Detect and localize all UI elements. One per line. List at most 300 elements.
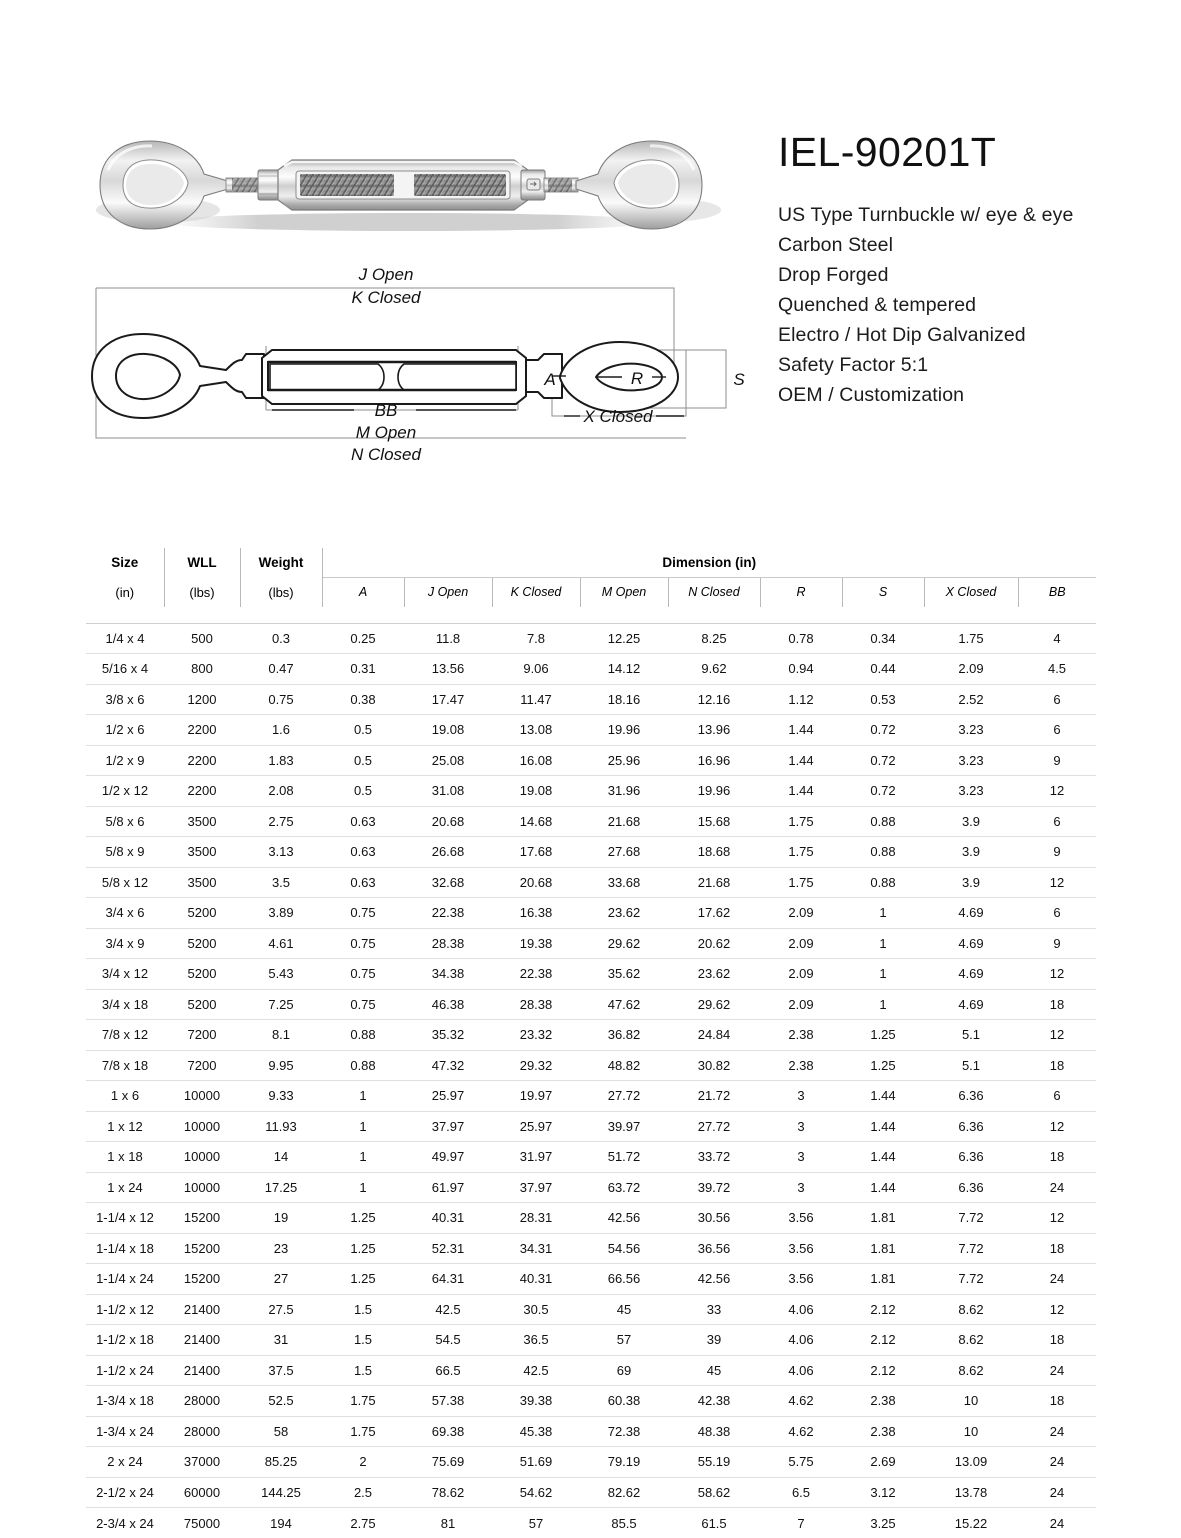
table-cell: 8.25 <box>668 623 760 654</box>
table-cell: 0.75 <box>322 989 404 1020</box>
table-cell: 17.47 <box>404 684 492 715</box>
table-cell: 0.25 <box>322 623 404 654</box>
table-cell: 60000 <box>164 1477 240 1508</box>
table-cell: 1 <box>842 989 924 1020</box>
table-cell: 12 <box>1018 959 1096 990</box>
table-cell: 39.72 <box>668 1172 760 1203</box>
column-header-x-closed: X Closed <box>924 577 1018 607</box>
table-cell: 66.5 <box>404 1355 492 1386</box>
table-cell: 42.38 <box>668 1386 760 1417</box>
table-cell: 58.62 <box>668 1477 760 1508</box>
table-cell: 1 x 6 <box>86 1081 164 1112</box>
label-r: R <box>631 369 643 388</box>
table-cell: 1.81 <box>842 1264 924 1295</box>
table-cell: 0.88 <box>322 1020 404 1051</box>
table-cell: 23.32 <box>492 1020 580 1051</box>
table-cell: 0.5 <box>322 776 404 807</box>
table-cell: 45 <box>580 1294 668 1325</box>
table-cell: 19 <box>240 1203 322 1234</box>
column-header-m-open: M Open <box>580 577 668 607</box>
table-cell: 2200 <box>164 776 240 807</box>
page-title: IEL-90201T <box>778 131 1170 174</box>
table-cell: 6 <box>1018 684 1096 715</box>
table-cell: 6 <box>1018 898 1096 929</box>
table-cell: 3/4 x 18 <box>86 989 164 1020</box>
table-cell: 33 <box>668 1294 760 1325</box>
table-cell: 3.9 <box>924 867 1018 898</box>
table-cell: 11.47 <box>492 684 580 715</box>
table-cell: 25.96 <box>580 745 668 776</box>
table-cell: 1-1/2 x 18 <box>86 1325 164 1356</box>
table-row <box>86 1233 1096 1264</box>
table-row <box>86 1203 1096 1234</box>
table-cell: 1.25 <box>322 1203 404 1234</box>
table-cell: 0.63 <box>322 806 404 837</box>
table-cell: 7 <box>760 1508 842 1538</box>
table-cell: 18 <box>1018 989 1096 1020</box>
table-cell: 9 <box>1018 837 1096 868</box>
table-cell: 12 <box>1018 1111 1096 1142</box>
table-cell: 0.75 <box>322 959 404 990</box>
table-cell: 500 <box>164 623 240 654</box>
dimension-table-container <box>86 548 1096 1538</box>
table-cell: 63.72 <box>580 1172 668 1203</box>
table-cell: 8.62 <box>924 1355 1018 1386</box>
table-cell: 66.56 <box>580 1264 668 1295</box>
table-cell: 4.06 <box>760 1325 842 1356</box>
table-cell: 26.68 <box>404 837 492 868</box>
table-cell: 69 <box>580 1355 668 1386</box>
table-cell: 12 <box>1018 1020 1096 1051</box>
table-cell: 0.44 <box>842 654 924 685</box>
table-cell: 16.08 <box>492 745 580 776</box>
table-cell: 12 <box>1018 1203 1096 1234</box>
table-cell: 18 <box>1018 1142 1096 1173</box>
table-cell: 24 <box>1018 1477 1096 1508</box>
table-row <box>86 1111 1096 1142</box>
label-j-open: J Open <box>358 265 414 284</box>
table-cell: 27 <box>240 1264 322 1295</box>
table-cell: 9 <box>1018 745 1096 776</box>
table-cell: 1-3/4 x 24 <box>86 1416 164 1447</box>
table-cell: 25.97 <box>492 1111 580 1142</box>
table-cell: 3.9 <box>924 806 1018 837</box>
table-cell: 2.09 <box>760 928 842 959</box>
table-cell: 0.5 <box>322 745 404 776</box>
table-cell: 2.12 <box>842 1325 924 1356</box>
table-row <box>86 928 1096 959</box>
table-row <box>86 1264 1096 1295</box>
table-cell: 15200 <box>164 1264 240 1295</box>
table-cell: 13.56 <box>404 654 492 685</box>
table-row <box>86 623 1096 654</box>
table-cell: 8.62 <box>924 1325 1018 1356</box>
table-cell: 1.25 <box>842 1020 924 1051</box>
table-cell: 1 <box>842 928 924 959</box>
table-cell: 3.56 <box>760 1264 842 1295</box>
table-cell: 19.08 <box>404 715 492 746</box>
table-row <box>86 806 1096 837</box>
table-cell: 1 <box>322 1142 404 1173</box>
table-cell: 1.44 <box>760 745 842 776</box>
table-cell: 37000 <box>164 1447 240 1478</box>
table-cell: 47.32 <box>404 1050 492 1081</box>
table-cell: 5.1 <box>924 1020 1018 1051</box>
table-cell: 3 <box>760 1172 842 1203</box>
table-cell: 1.44 <box>842 1111 924 1142</box>
dimension-table-body <box>86 623 1096 1538</box>
table-cell: 2.12 <box>842 1355 924 1386</box>
label-k-closed: K Closed <box>352 288 422 307</box>
table-cell: 1.12 <box>760 684 842 715</box>
table-cell: 20.62 <box>668 928 760 959</box>
table-cell: 1.44 <box>760 776 842 807</box>
table-cell: 2200 <box>164 745 240 776</box>
table-cell: 3.9 <box>924 837 1018 868</box>
table-cell: 1 x 12 <box>86 1111 164 1142</box>
table-cell: 1.75 <box>760 837 842 868</box>
table-cell: 1.44 <box>842 1172 924 1203</box>
table-cell: 11.8 <box>404 623 492 654</box>
table-cell: 31.97 <box>492 1142 580 1173</box>
table-cell: 4.62 <box>760 1416 842 1447</box>
table-cell: 34.38 <box>404 959 492 990</box>
table-cell: 37.97 <box>404 1111 492 1142</box>
table-cell: 1.75 <box>924 623 1018 654</box>
table-cell: 19.38 <box>492 928 580 959</box>
table-cell: 0.47 <box>240 654 322 685</box>
table-cell: 9.33 <box>240 1081 322 1112</box>
table-cell: 54.62 <box>492 1477 580 1508</box>
table-cell: 1.75 <box>760 867 842 898</box>
table-cell: 194 <box>240 1508 322 1538</box>
table-cell: 2.75 <box>322 1508 404 1538</box>
table-cell: 18 <box>1018 1050 1096 1081</box>
table-cell: 1.6 <box>240 715 322 746</box>
table-cell: 4.69 <box>924 898 1018 929</box>
table-cell: 5200 <box>164 959 240 990</box>
table-row <box>86 1477 1096 1508</box>
table-cell: 61.97 <box>404 1172 492 1203</box>
table-cell: 5/8 x 12 <box>86 867 164 898</box>
table-cell: 2.38 <box>842 1416 924 1447</box>
table-cell: 2.52 <box>924 684 1018 715</box>
table-cell: 18.68 <box>668 837 760 868</box>
table-cell: 51.72 <box>580 1142 668 1173</box>
table-row <box>86 715 1096 746</box>
table-cell: 46.38 <box>404 989 492 1020</box>
table-cell: 5/8 x 6 <box>86 806 164 837</box>
table-cell: 4.06 <box>760 1294 842 1325</box>
table-cell: 10 <box>924 1386 1018 1417</box>
table-cell: 6.36 <box>924 1142 1018 1173</box>
table-cell: 6.36 <box>924 1111 1018 1142</box>
column-header-s: S <box>842 577 924 607</box>
table-cell: 4.69 <box>924 989 1018 1020</box>
table-cell: 81 <box>404 1508 492 1538</box>
table-cell: 13.08 <box>492 715 580 746</box>
table-cell: 0.88 <box>842 837 924 868</box>
table-row <box>86 1294 1096 1325</box>
table-cell: 1/2 x 12 <box>86 776 164 807</box>
table-cell: 2.12 <box>842 1294 924 1325</box>
table-row <box>86 837 1096 868</box>
table-row <box>86 1447 1096 1478</box>
table-cell: 0.53 <box>842 684 924 715</box>
table-row <box>86 898 1096 929</box>
table-cell: 15.22 <box>924 1508 1018 1538</box>
table-cell: 12 <box>1018 1294 1096 1325</box>
table-cell: 23.62 <box>668 959 760 990</box>
table-cell: 29.62 <box>580 928 668 959</box>
table-row <box>86 654 1096 685</box>
table-cell: 7.8 <box>492 623 580 654</box>
table-row <box>86 1172 1096 1203</box>
column-header-n-closed: N Closed <box>668 577 760 607</box>
column-unit-weight: (lbs) <box>240 577 322 607</box>
table-cell: 55.19 <box>668 1447 760 1478</box>
table-cell: 6.36 <box>924 1172 1018 1203</box>
table-cell: 4.69 <box>924 959 1018 990</box>
table-row <box>86 1020 1096 1051</box>
table-cell: 0.94 <box>760 654 842 685</box>
table-cell: 39 <box>668 1325 760 1356</box>
table-cell: 2.38 <box>842 1386 924 1417</box>
table-cell: 19.08 <box>492 776 580 807</box>
table-row <box>86 776 1096 807</box>
table-cell: 31.96 <box>580 776 668 807</box>
column-header-size: Size <box>86 548 164 577</box>
table-cell: 3/4 x 12 <box>86 959 164 990</box>
table-cell: 1-1/2 x 12 <box>86 1294 164 1325</box>
table-cell: 24 <box>1018 1447 1096 1478</box>
table-cell: 144.25 <box>240 1477 322 1508</box>
table-cell: 3.25 <box>842 1508 924 1538</box>
table-cell: 24.84 <box>668 1020 760 1051</box>
table-cell: 54.56 <box>580 1233 668 1264</box>
table-cell: 14.12 <box>580 654 668 685</box>
table-cell: 0.88 <box>842 867 924 898</box>
dimension-table <box>86 548 1096 1538</box>
table-cell: 3.23 <box>924 745 1018 776</box>
table-row <box>86 867 1096 898</box>
table-cell: 24 <box>1018 1508 1096 1538</box>
table-row <box>86 684 1096 715</box>
table-cell: 1.5 <box>322 1325 404 1356</box>
table-cell: 6 <box>1018 806 1096 837</box>
table-cell: 39.97 <box>580 1111 668 1142</box>
table-cell: 52.5 <box>240 1386 322 1417</box>
table-cell: 27.72 <box>668 1111 760 1142</box>
table-cell: 5200 <box>164 928 240 959</box>
table-cell: 16.38 <box>492 898 580 929</box>
table-cell: 10000 <box>164 1172 240 1203</box>
table-cell: 800 <box>164 654 240 685</box>
table-cell: 3500 <box>164 806 240 837</box>
table-row <box>86 1508 1096 1538</box>
table-cell: 1.83 <box>240 745 322 776</box>
table-cell: 1.44 <box>842 1142 924 1173</box>
table-cell: 10000 <box>164 1081 240 1112</box>
table-cell: 36.82 <box>580 1020 668 1051</box>
table-cell: 28.38 <box>492 989 580 1020</box>
table-cell: 1-1/4 x 24 <box>86 1264 164 1295</box>
table-cell: 19.96 <box>668 776 760 807</box>
table-cell: 15.68 <box>668 806 760 837</box>
table-cell: 2200 <box>164 715 240 746</box>
table-cell: 16.96 <box>668 745 760 776</box>
label-n-closed: N Closed <box>351 445 421 464</box>
table-cell: 13.96 <box>668 715 760 746</box>
table-cell: 5.1 <box>924 1050 1018 1081</box>
table-cell: 28000 <box>164 1416 240 1447</box>
table-cell: 24 <box>1018 1416 1096 1447</box>
table-cell: 7.72 <box>924 1233 1018 1264</box>
table-cell: 12 <box>1018 867 1096 898</box>
table-cell: 0.72 <box>842 745 924 776</box>
table-cell: 13.09 <box>924 1447 1018 1478</box>
table-cell: 31 <box>240 1325 322 1356</box>
table-cell: 0.31 <box>322 654 404 685</box>
table-cell: 36.56 <box>668 1233 760 1264</box>
column-header-k-closed: K Closed <box>492 577 580 607</box>
table-cell: 3/4 x 9 <box>86 928 164 959</box>
column-unit-size: (in) <box>86 577 164 607</box>
table-cell: 6 <box>1018 1081 1096 1112</box>
table-cell: 4.06 <box>760 1355 842 1386</box>
table-cell: 1 <box>322 1111 404 1142</box>
table-row <box>86 1355 1096 1386</box>
table-cell: 75.69 <box>404 1447 492 1478</box>
table-cell: 48.38 <box>668 1416 760 1447</box>
table-cell: 3 <box>760 1111 842 1142</box>
table-cell: 28.31 <box>492 1203 580 1234</box>
table-cell: 57 <box>580 1325 668 1356</box>
table-cell: 1.75 <box>760 806 842 837</box>
table-cell: 0.75 <box>240 684 322 715</box>
table-cell: 2.69 <box>842 1447 924 1478</box>
table-row <box>86 1386 1096 1417</box>
table-cell: 0.63 <box>322 837 404 868</box>
table-cell: 21400 <box>164 1355 240 1386</box>
table-cell: 20.68 <box>404 806 492 837</box>
table-cell: 19.96 <box>580 715 668 746</box>
table-cell: 27.72 <box>580 1081 668 1112</box>
table-cell: 79.19 <box>580 1447 668 1478</box>
table-row <box>86 989 1096 1020</box>
table-cell: 42.5 <box>492 1355 580 1386</box>
table-cell: 45.38 <box>492 1416 580 1447</box>
table-cell: 29.62 <box>668 989 760 1020</box>
table-cell: 17.68 <box>492 837 580 868</box>
table-cell: 18.16 <box>580 684 668 715</box>
spec-item: OEM / Customization <box>778 380 1170 410</box>
table-cell: 18 <box>1018 1325 1096 1356</box>
table-cell: 3500 <box>164 867 240 898</box>
table-cell: 6.36 <box>924 1081 1018 1112</box>
table-cell: 1.81 <box>842 1233 924 1264</box>
table-cell: 1 x 24 <box>86 1172 164 1203</box>
table-cell: 3.56 <box>760 1203 842 1234</box>
table-cell: 3.89 <box>240 898 322 929</box>
table-cell: 1.25 <box>322 1233 404 1264</box>
table-cell: 4.5 <box>1018 654 1096 685</box>
table-row <box>86 1050 1096 1081</box>
table-cell: 22.38 <box>404 898 492 929</box>
label-bb: BB <box>375 401 398 420</box>
table-cell: 15200 <box>164 1233 240 1264</box>
table-cell: 3.5 <box>240 867 322 898</box>
table-cell: 3 <box>760 1142 842 1173</box>
table-cell: 3.23 <box>924 715 1018 746</box>
table-cell: 1-1/2 x 24 <box>86 1355 164 1386</box>
table-cell: 21.68 <box>580 806 668 837</box>
table-cell: 42.56 <box>668 1264 760 1295</box>
table-cell: 28000 <box>164 1386 240 1417</box>
table-cell: 42.5 <box>404 1294 492 1325</box>
table-row <box>86 1416 1096 1447</box>
table-cell: 21.72 <box>668 1081 760 1112</box>
table-cell: 0.3 <box>240 623 322 654</box>
table-cell: 61.5 <box>668 1508 760 1538</box>
table-cell: 0.88 <box>842 806 924 837</box>
table-cell: 1-1/4 x 18 <box>86 1233 164 1264</box>
spec-item: Carbon Steel <box>778 230 1170 260</box>
column-header-weight: Weight <box>240 548 322 577</box>
table-cell: 85.25 <box>240 1447 322 1478</box>
table-cell: 21400 <box>164 1294 240 1325</box>
table-cell: 28.38 <box>404 928 492 959</box>
table-cell: 7200 <box>164 1050 240 1081</box>
label-m-open: M Open <box>356 423 416 442</box>
table-cell: 69.38 <box>404 1416 492 1447</box>
table-cell: 7/8 x 18 <box>86 1050 164 1081</box>
table-cell: 23 <box>240 1233 322 1264</box>
column-header-a: A <box>322 577 404 607</box>
table-cell: 21400 <box>164 1325 240 1356</box>
table-cell: 78.62 <box>404 1477 492 1508</box>
table-cell: 5/16 x 4 <box>86 654 164 685</box>
table-cell: 1/2 x 6 <box>86 715 164 746</box>
table-cell: 17.62 <box>668 898 760 929</box>
table-cell: 7/8 x 12 <box>86 1020 164 1051</box>
table-cell: 24 <box>1018 1355 1096 1386</box>
table-cell: 17.25 <box>240 1172 322 1203</box>
spec-item: Drop Forged <box>778 260 1170 290</box>
table-cell: 5200 <box>164 989 240 1020</box>
table-cell: 2 x 24 <box>86 1447 164 1478</box>
table-cell: 12 <box>1018 776 1096 807</box>
table-cell: 18 <box>1018 1386 1096 1417</box>
spec-item: Quenched & tempered <box>778 290 1170 320</box>
table-cell: 34.31 <box>492 1233 580 1264</box>
table-cell: 6.5 <box>760 1477 842 1508</box>
table-cell: 12.16 <box>668 684 760 715</box>
table-cell: 52.31 <box>404 1233 492 1264</box>
table-cell: 1.25 <box>842 1050 924 1081</box>
table-cell: 1.5 <box>322 1294 404 1325</box>
table-cell: 9 <box>1018 928 1096 959</box>
table-cell: 1 x 18 <box>86 1142 164 1173</box>
table-cell: 18 <box>1018 1233 1096 1264</box>
table-cell: 39.38 <box>492 1386 580 1417</box>
table-cell: 33.72 <box>668 1142 760 1173</box>
table-cell: 8.62 <box>924 1294 1018 1325</box>
table-cell: 36.5 <box>492 1325 580 1356</box>
product-photo <box>78 126 726 244</box>
table-cell: 0.75 <box>322 928 404 959</box>
spec-item: US Type Turnbuckle w/ eye & eye <box>778 200 1170 230</box>
